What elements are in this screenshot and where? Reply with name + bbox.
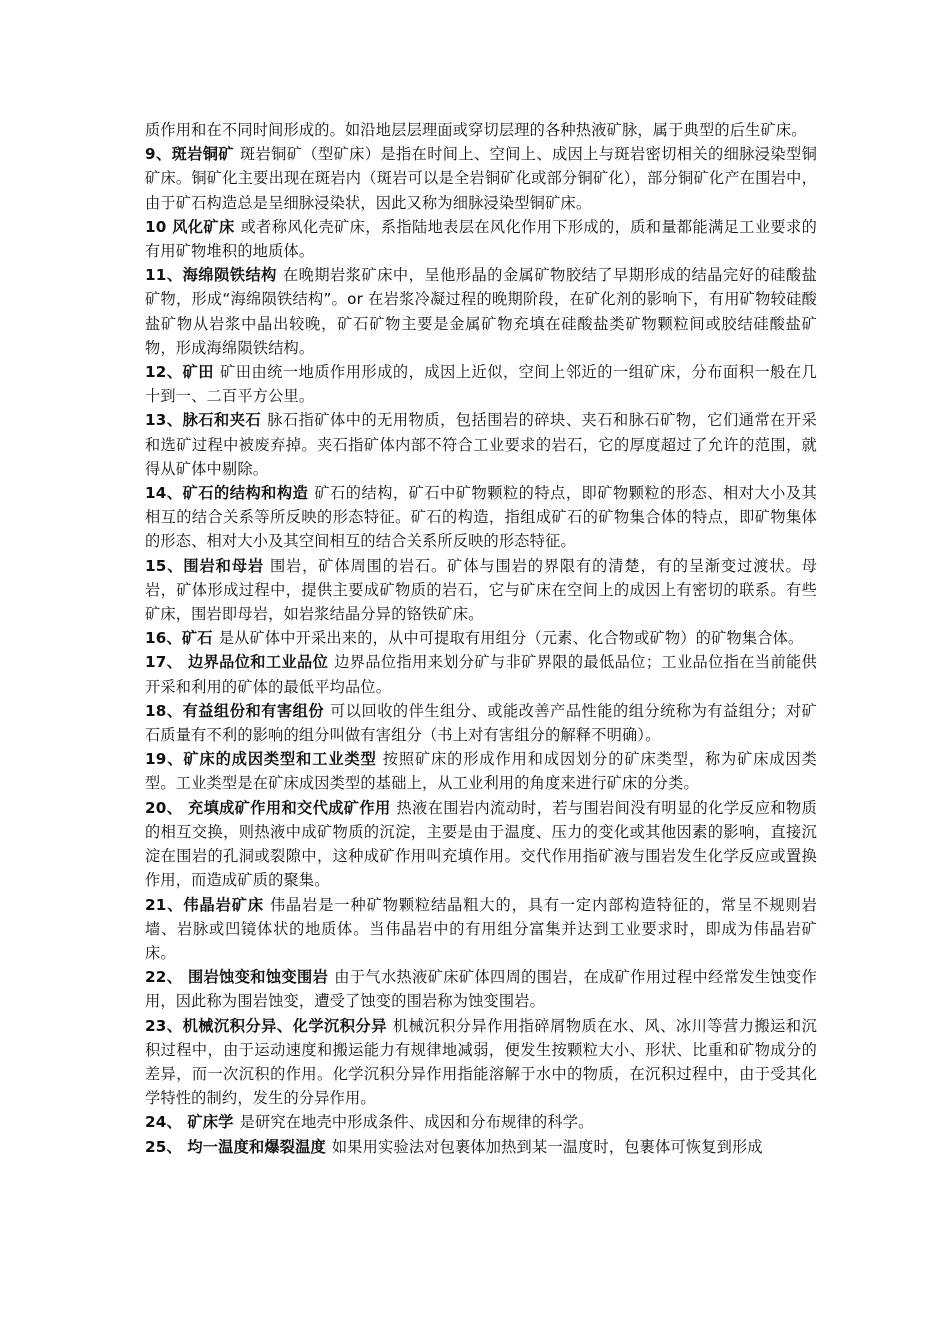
paragraph-body: 是研究在地壳中形成条件、成因和分布规律的科学。 xyxy=(239,1113,594,1132)
document-page xyxy=(145,118,817,1159)
paragraph-body: 斑岩铜矿（型矿床）是指在时间上、空间上、成因上与斑岩密切相关的细脉浸染型铜矿床。铜矿化主要出现在斑岩内（斑岩可以是全岩铜矿化或部分铜矿化），部分铜矿化产在围岩中，由于矿石构造总是呈细脉浸染状，因此又称为细脉浸染型铜矿床。 xyxy=(145,145,817,212)
term-heading: 19、矿床的成因类型和工业类型 xyxy=(145,750,377,769)
definition-item xyxy=(145,360,817,408)
paragraph-body: 围岩，矿体周围的岩石。矿体与围岩的界限有的清楚，有的呈渐变过渡状。母岩，矿体形成过程中，提供主要成矿物质的岩石，它与矿床在空间上的成因上有密切的联系。有些矿床，围岩即母岩，如岩浆结晶分异的铬铁矿床。 xyxy=(145,556,817,624)
paragraph-body: 可以回收的伴生组分、或能改善产品性能的组分统称为有益组分；对矿石质量有不利的影响的组分叫做有害组分（书上对有害组分的解释不明确）。 xyxy=(145,701,817,745)
paragraph-body: 由于气水热液矿床矿体四周的围岩，在成矿作用过程中经常发生蚀变作用，因此称为围岩蚀变，遭受了蚀变的围岩称为蚀变围岩。 xyxy=(145,968,818,1011)
term-heading: 10 风化矿床 xyxy=(145,217,235,236)
paragraph-body: 机械沉积分异作用指碎屑物质在水、风、冰川等营力搬运和沉积过程中，由于运动速度和搬运能力有规律地减弱，便发生按颗粒大小、形状、比重和矿物成分的差异，而一次沉积的作用。化学沉积分异作用指能溶解于水中的物质，在沉积过程中，由于受其化学特性的制约，发生的分异作用。 xyxy=(145,1016,817,1108)
term-heading: 25、 均一温度和爆裂温度 xyxy=(145,1137,326,1156)
term-heading: 13、脉石和夹石 xyxy=(145,411,262,430)
paragraph-body: 在晚期岩浆矿床中，呈他形晶的金属矿物胶结了早期形成的结晶完好的硅酸盐矿物，形成“海绵陨铁结构”。or 在岩浆冷凝过程的晚期阶段，在矿化剂的影响下，有用矿物较硅酸盐矿物从岩浆中晶出较晚，矿石矿物主要是金属矿物充填在硅酸盐类矿物颗粒间或胶结硅酸盐矿物，形成海绵陨铁结构。 xyxy=(145,266,817,357)
definition-item xyxy=(145,142,817,215)
paragraph-body: 或者称风化壳矿床，系指陆地表层在风化作用下形成的，质和量都能满足工业要求的有用矿物堆积的地质体。 xyxy=(145,217,817,261)
definition-item xyxy=(145,747,817,795)
definition-item xyxy=(145,408,817,481)
term-heading: 9、斑岩铜矿 xyxy=(145,145,234,164)
term-heading: 11、海绵陨铁结构 xyxy=(145,266,277,285)
paragraph-body: 矿石的结构，矿石中矿物颗粒的特点，即矿物颗粒的形态、相对大小及其相互的结合关系等所反映的形态特征。矿石的构造，指组成矿石的矿物集合体的特点，即矿物集体的形态、相对大小及其空间相互的结合关系所反映的形态特征。 xyxy=(145,484,817,551)
paragraph-body: 脉石指矿体中的无用物质，包括围岩的碎块、夹石和脉石矿物，它们通常在开采和选矿过程中被废弃掉。夹石指矿体内部不符合工业要求的岩石，它的厚度超过了允许的范围，就得从矿体中剔除。 xyxy=(145,411,817,478)
paragraph-body: 热液在围岩内流动时，若与围岩间没有明显的化学反应和物质的相互交换，则热液中成矿物质的沉淀，主要是由于温度、压力的变化或其他因素的影响，直接沉淀在围岩的孔洞或裂隙中，这种成矿作用叫充填作用。交代作用指矿液与围岩发生化学反应或置换作用，而造成矿质的聚集。 xyxy=(145,798,817,890)
definition-item xyxy=(145,481,817,554)
term-heading: 21、伟晶岩矿床 xyxy=(145,895,264,914)
definition-item xyxy=(145,263,817,360)
paragraph-body: 按照矿床的形成作用和成因划分的矿床类型，称为矿床成因类型。工业类型是在矿床成因类型的基础上，从工业利用的角度来进行矿床的分类。 xyxy=(145,750,818,793)
term-heading: 16、矿石 xyxy=(145,629,213,648)
definition-item xyxy=(145,626,817,650)
term-heading: 23、机械沉积分异、化学沉积分异 xyxy=(145,1016,387,1035)
paragraph-body: 是从矿体中开采出来的，从中可提取有用组分（元素、化合物或矿物）的矿物集合体。 xyxy=(218,629,804,648)
term-heading: 24、 矿床学 xyxy=(145,1113,234,1132)
definition-item xyxy=(145,893,817,966)
definition-item xyxy=(145,554,817,627)
paragraph-body: 如果用实验法对包裹体加热到某一温度时，包裹体可恢复到形成 xyxy=(331,1137,763,1156)
term-heading: 14、矿石的结构和构造 xyxy=(145,484,309,503)
term-heading: 22、 围岩蚀变和蚀变围岩 xyxy=(145,968,329,987)
paragraph-body: 伟晶岩是一种矿物颗粒结晶粗大的，具有一定内部构造特征的，常呈不规则岩墙、岩脉或凹镜体状的地质体。当伟晶岩中的有用组分富集并达到工业要求时，即成为伟晶岩矿床。 xyxy=(145,895,817,962)
term-heading: 18、有益组份和有害组份 xyxy=(145,701,325,720)
paragraph-body: 边界品位指用来划分矿与非矿界限的最低品位；工业品位指在当前能供开采和利用的矿体的最低平均品位。 xyxy=(145,653,818,696)
definition-item xyxy=(145,215,817,263)
term-heading: 17、 边界品位和工业品位 xyxy=(145,653,329,672)
definition-item xyxy=(145,965,817,1013)
definition-item xyxy=(145,1110,817,1134)
paragraph-body: 矿田由统一地质作用形成的，成因上近似，空间上邻近的一组矿床，分布面积一般在几十到一、二百平方公里。 xyxy=(145,363,817,406)
definition-item xyxy=(145,796,817,893)
paragraph-body: 质作用和在不同时间形成的。如沿地层层理面或穿切层理的各种热液矿脉，属于典型的后生矿床。 xyxy=(145,121,807,139)
definition-item xyxy=(145,650,817,698)
term-heading: 12、矿田 xyxy=(145,363,215,382)
term-heading: 15、围岩和母岩 xyxy=(145,556,264,575)
paragraph-continuation xyxy=(145,118,817,142)
definition-item xyxy=(145,1135,817,1159)
definition-item xyxy=(145,1014,817,1111)
term-heading: 20、 充填成矿作用和交代成矿作用 xyxy=(145,798,391,817)
definition-item xyxy=(145,699,817,747)
